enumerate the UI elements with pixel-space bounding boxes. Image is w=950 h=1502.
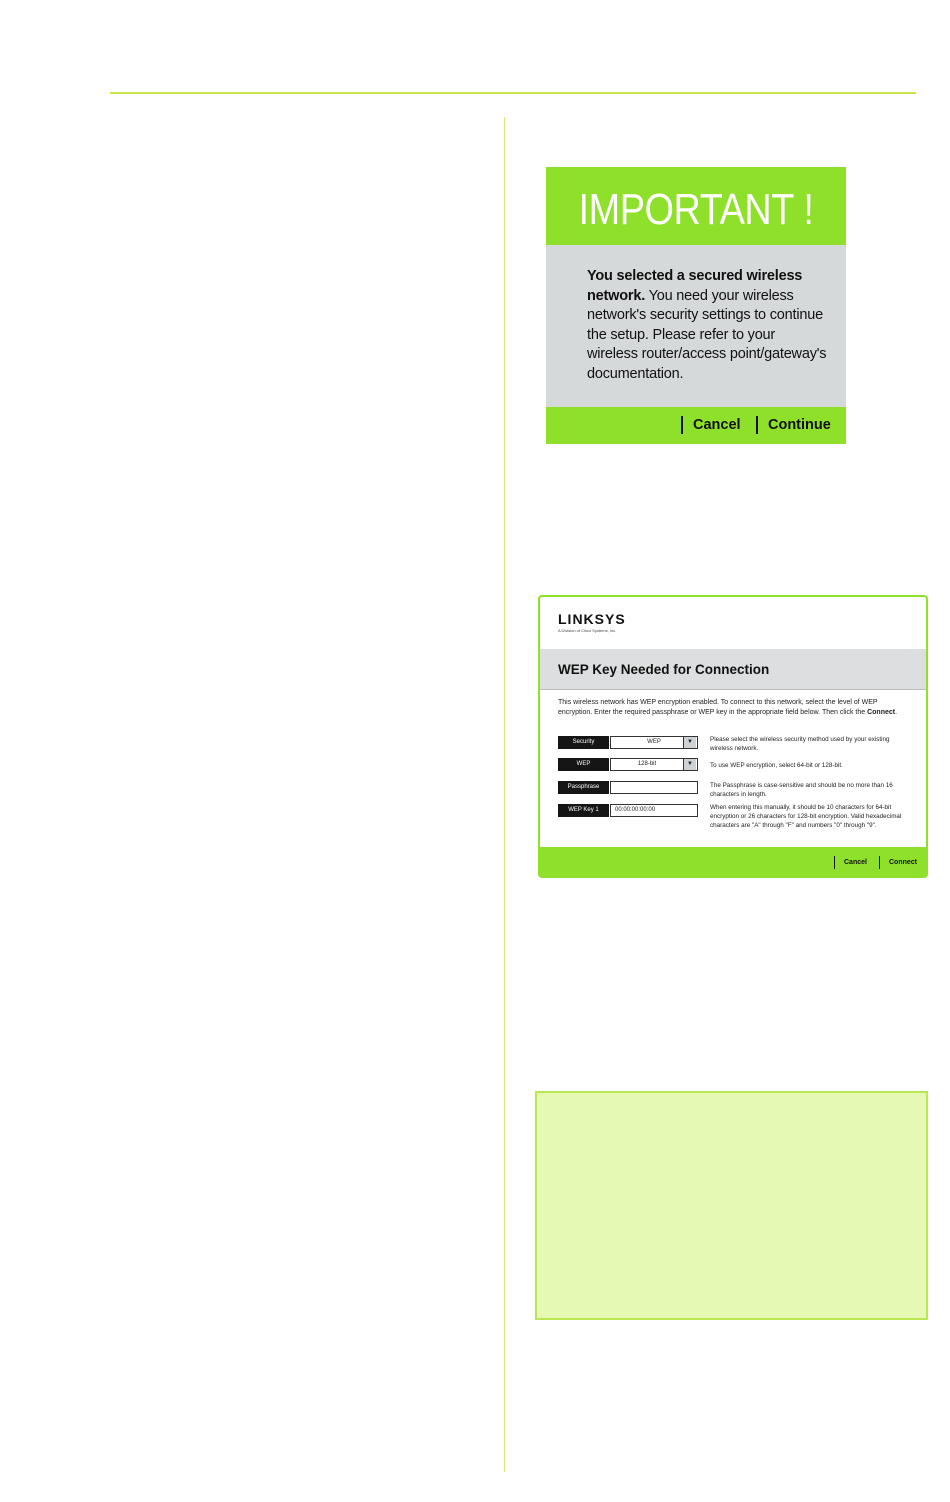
instructions-connect-word: Connect (867, 709, 896, 716)
wep-key-window (538, 595, 928, 878)
important-dialog (546, 167, 846, 444)
important-dialog-message-text: You need your wireless network's security settings to continue the setup. Please refer to your wireless router/access point/gateway's documentation. (587, 287, 827, 382)
header-rule (110, 92, 916, 94)
logo-tagline: A Division of Cisco Systems, Inc. (558, 628, 617, 633)
security-value: WEP (647, 739, 661, 745)
passphrase-help: The Passphrase is case-sensitive and should be no more than 16 characters in length. (710, 782, 893, 798)
important-dialog-message (587, 267, 827, 384)
wep-key-label: WEP Key 1 (558, 804, 609, 817)
cancel-button[interactable]: Cancel (681, 416, 741, 434)
security-help: Please select the wireless security method used by your existing wireless network. (710, 736, 890, 752)
wep-window-footer (540, 847, 928, 878)
security-select[interactable] (610, 736, 698, 749)
wep-key-input[interactable]: 00:00:00:00:00 (610, 804, 698, 817)
passphrase-label: Passphrase (558, 781, 609, 794)
window-heading: WEP Key Needed for Connection (558, 662, 770, 677)
cancel-button[interactable]: Cancel (834, 856, 867, 869)
wep-bits-value: 128-bit (637, 761, 657, 767)
important-dialog-message-bold: You selected a secured wireless network. (587, 268, 803, 304)
important-dialog-footer (546, 407, 846, 444)
note-box (535, 1091, 928, 1320)
instructions-text (558, 698, 908, 718)
important-dialog-title: IMPORTANT ! (578, 185, 814, 234)
continue-button[interactable]: Continue (756, 416, 831, 434)
wep-help: To use WEP encryption, select 64-bit or 128-bit. (710, 762, 843, 769)
chevron-down-icon[interactable]: ▼ (683, 759, 696, 770)
wep-label: WEP (558, 758, 609, 771)
wep-key-help: When entering this manually, it should be 10 characters for 64-bit encryption or 26 characters for 128-bit encryption. Valid hexadecimal characters are "A" through "F" and numbers "0" through "9". (710, 804, 902, 829)
security-label: Security (558, 736, 609, 749)
important-dialog-header (546, 167, 846, 245)
wep-bits-select[interactable] (610, 758, 698, 771)
passphrase-input[interactable] (610, 781, 698, 794)
linksys-logo: LINKSYS (558, 611, 626, 627)
connect-button[interactable]: Connect (879, 856, 917, 869)
instructions-main: This wireless network has WEP encryption enabled. To connect to this network, select the level of WEP encryption. Enter the required passphrase or WEP key in the appropriate field below. Then click the (558, 699, 878, 716)
instructions-end: . (895, 709, 898, 716)
chevron-down-icon[interactable]: ▼ (683, 737, 696, 748)
column-divider (504, 117, 505, 1472)
